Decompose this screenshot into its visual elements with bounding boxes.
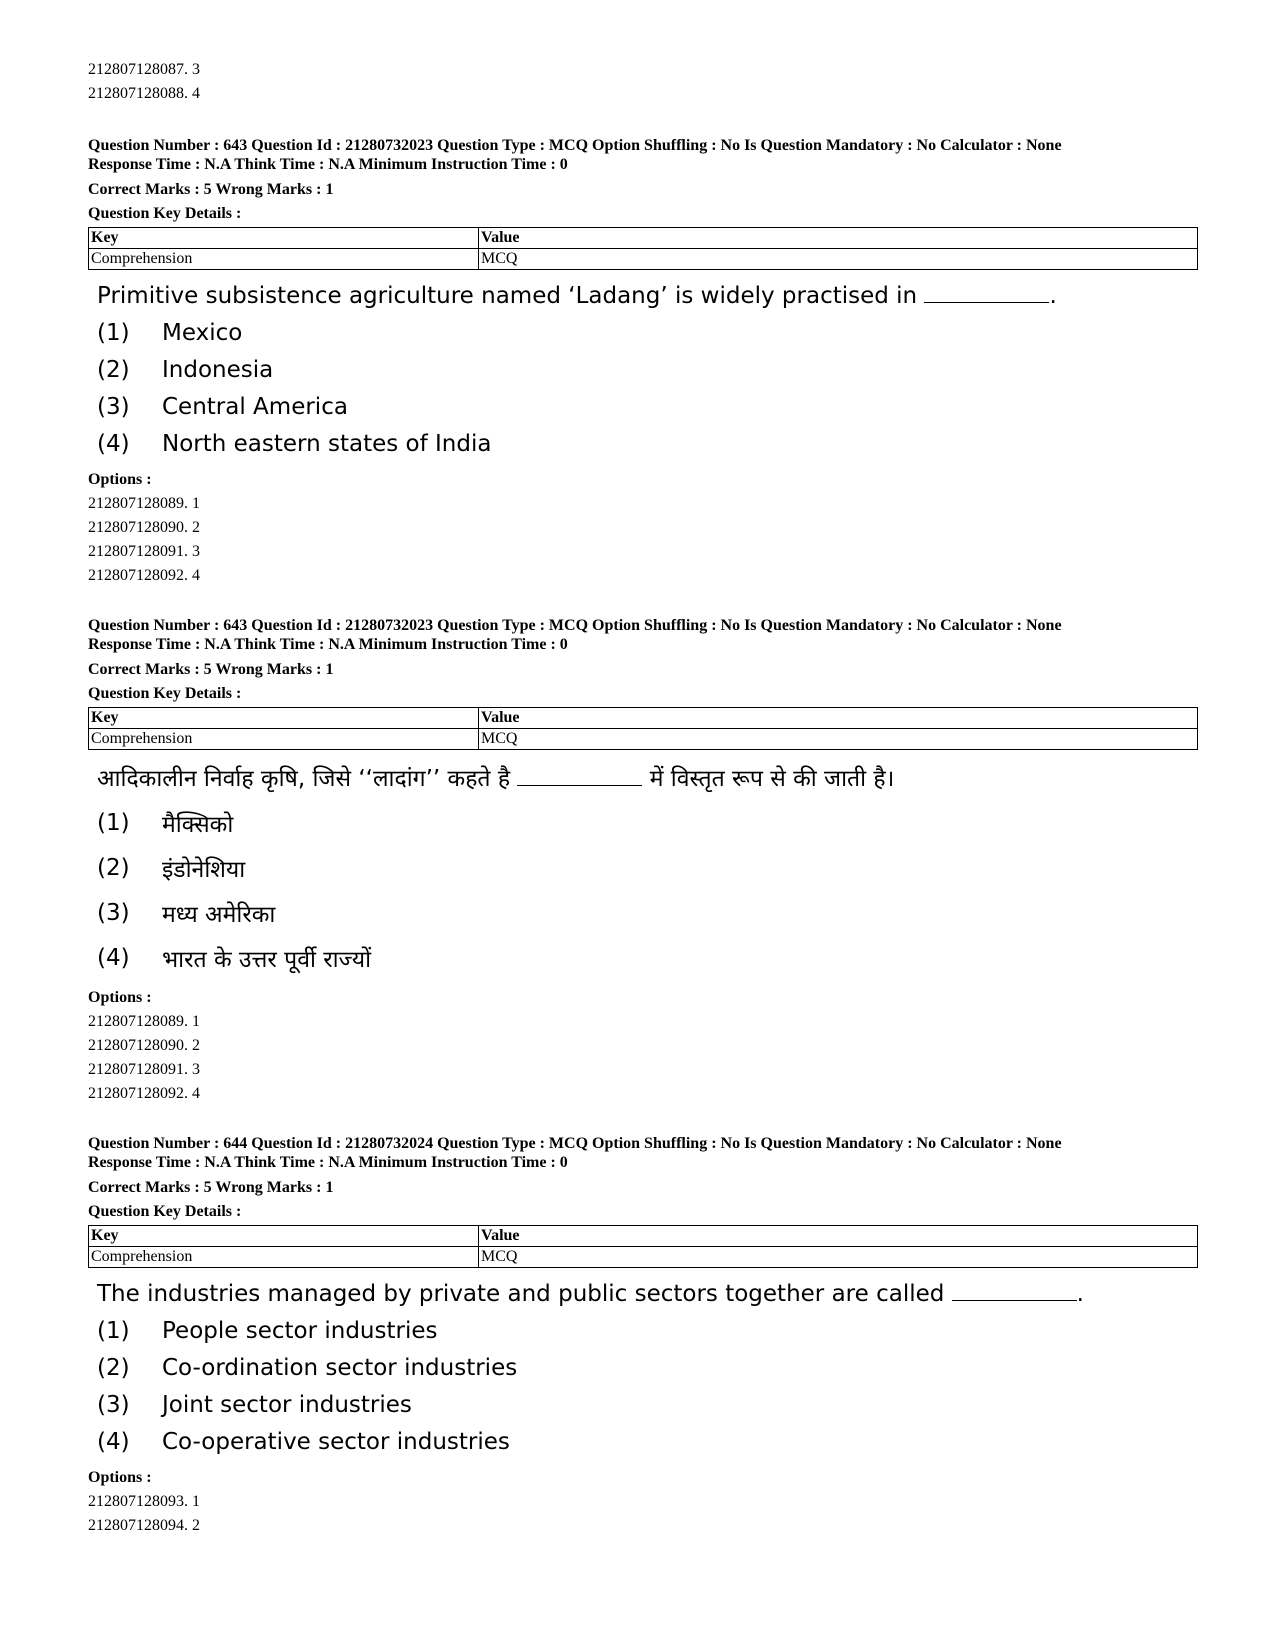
option-id: 212807128092. 4 <box>88 1085 200 1102</box>
choice-text: भारत के उत्तर पूर्वी राज्यों <box>162 946 372 973</box>
question-block <box>88 1134 1198 1538</box>
key-details-table <box>88 227 1198 270</box>
choice-text: Mexico <box>162 319 243 346</box>
value-header: Value <box>479 708 1198 729</box>
answer-blank <box>924 280 1049 303</box>
choice-text: Indonesia <box>162 356 274 383</box>
choice-number: (3) <box>97 393 130 420</box>
question-stem <box>97 278 1198 314</box>
question-marks: Correct Marks : 5 Wrong Marks : 1 <box>88 1179 334 1196</box>
option-id: 212807128089. 1 <box>88 1013 200 1030</box>
option-id: 212807128091. 3 <box>88 1061 200 1078</box>
choice-number: (1) <box>97 319 130 346</box>
choice-item <box>97 425 1198 462</box>
choice-item <box>97 1349 1198 1386</box>
question-timing: Response Time : N.A Think Time : N.A Minimum Instruction Time : 0 <box>88 156 568 173</box>
choice-list <box>88 1312 1198 1460</box>
stem-end: . <box>1076 1281 1084 1307</box>
key-details-label: Question Key Details : <box>88 1203 242 1220</box>
option-id: 212807128090. 2 <box>88 1037 200 1054</box>
question-stem <box>97 1276 1198 1312</box>
question-timing: Response Time : N.A Think Time : N.A Minimum Instruction Time : 0 <box>88 636 568 653</box>
question-meta: Question Number : 643 Question Id : 21280732023 Question Type : MCQ Option Shuffling : No Is Question Mandatory : No Calculator : None <box>88 137 1062 154</box>
stem-text: Primitive subsistence agriculture named ‘Ladang’ is widely practised in <box>97 283 918 309</box>
key-details-label: Question Key Details : <box>88 205 242 222</box>
choice-text: मध्य अमेरिका <box>162 901 276 928</box>
value-cell: MCQ <box>479 729 1198 750</box>
value-header: Value <box>479 228 1198 249</box>
question-meta: Question Number : 644 Question Id : 21280732024 Question Type : MCQ Option Shuffling : No Is Question Mandatory : No Calculator : None <box>88 1135 1062 1152</box>
choice-text: Co-ordination sector industries <box>162 1354 518 1381</box>
document-page <box>88 58 1198 1538</box>
choice-number: (2) <box>97 356 130 383</box>
choice-text: Co-operative sector industries <box>162 1428 510 1455</box>
options-list <box>88 1010 1198 1106</box>
key-header: Key <box>89 1226 479 1247</box>
stem-text: The industries managed by private and public sectors together are called <box>97 1281 945 1307</box>
answer-blank <box>517 763 642 786</box>
question-meta: Question Number : 643 Question Id : 21280732023 Question Type : MCQ Option Shuffling : No Is Question Mandatory : No Calculator : None <box>88 617 1062 634</box>
options-list <box>88 492 1198 588</box>
option-id: 212807128092. 4 <box>88 567 200 584</box>
answer-blank <box>952 1278 1077 1301</box>
choice-text: People sector industries <box>162 1317 438 1344</box>
value-header: Value <box>479 1226 1198 1247</box>
value-cell: MCQ <box>479 249 1198 270</box>
choice-list <box>88 800 1198 980</box>
question-block <box>88 616 1198 1106</box>
key-header: Key <box>89 708 479 729</box>
key-cell: Comprehension <box>89 249 479 270</box>
option-id: 212807128087. 3 <box>88 61 200 78</box>
choice-number: (3) <box>97 899 130 926</box>
choice-text: मैक्सिको <box>162 811 234 838</box>
choice-number: (2) <box>97 1354 130 1381</box>
choice-item <box>97 890 1198 935</box>
option-id: 212807128088. 4 <box>88 85 200 102</box>
options-label: Options : <box>88 989 152 1006</box>
choice-item <box>97 1423 1198 1460</box>
option-id: 212807128090. 2 <box>88 519 200 536</box>
key-cell: Comprehension <box>89 729 479 750</box>
choice-number: (4) <box>97 430 130 457</box>
question-marks: Correct Marks : 5 Wrong Marks : 1 <box>88 661 334 678</box>
stem-text: आदिकालीन निर्वाह कृषि, जिसे ‘‘लादांग’’ कहते है <box>97 766 511 792</box>
choice-item <box>97 1386 1198 1423</box>
choice-number: (4) <box>97 1428 130 1455</box>
key-details-label: Question Key Details : <box>88 685 242 702</box>
choice-item <box>97 935 1198 980</box>
options-label: Options : <box>88 1469 152 1486</box>
stem-end: में विस्तृत रूप से की जाती है। <box>649 766 895 792</box>
value-cell: MCQ <box>479 1247 1198 1268</box>
choice-item <box>97 351 1198 388</box>
choice-item <box>97 845 1198 890</box>
option-id: 212807128089. 1 <box>88 495 200 512</box>
options-list <box>88 1490 1198 1538</box>
choice-item <box>97 314 1198 351</box>
key-details-table <box>88 1225 1198 1268</box>
choice-text: Central America <box>162 393 348 420</box>
question-timing: Response Time : N.A Think Time : N.A Minimum Instruction Time : 0 <box>88 1154 568 1171</box>
choice-text: North eastern states of India <box>162 430 492 457</box>
key-details-table <box>88 707 1198 750</box>
key-cell: Comprehension <box>89 1247 479 1268</box>
choice-item <box>97 800 1198 845</box>
choice-number: (1) <box>97 809 130 836</box>
choice-number: (4) <box>97 944 130 971</box>
key-header: Key <box>89 228 479 249</box>
question-marks: Correct Marks : 5 Wrong Marks : 1 <box>88 181 334 198</box>
question-stem <box>97 758 1198 800</box>
option-id: 212807128093. 1 <box>88 1493 200 1510</box>
top-options-list <box>88 58 1198 106</box>
stem-end: . <box>1049 283 1057 309</box>
choice-number: (2) <box>97 854 130 881</box>
choice-item <box>97 1312 1198 1349</box>
choice-text: इंडोनेशिया <box>162 856 246 883</box>
choice-number: (1) <box>97 1317 130 1344</box>
choice-list <box>88 314 1198 462</box>
question-block <box>88 136 1198 588</box>
choice-item <box>97 388 1198 425</box>
choice-text: Joint sector industries <box>162 1391 412 1418</box>
options-label: Options : <box>88 471 152 488</box>
choice-number: (3) <box>97 1391 130 1418</box>
option-id: 212807128094. 2 <box>88 1517 200 1534</box>
option-id: 212807128091. 3 <box>88 543 200 560</box>
